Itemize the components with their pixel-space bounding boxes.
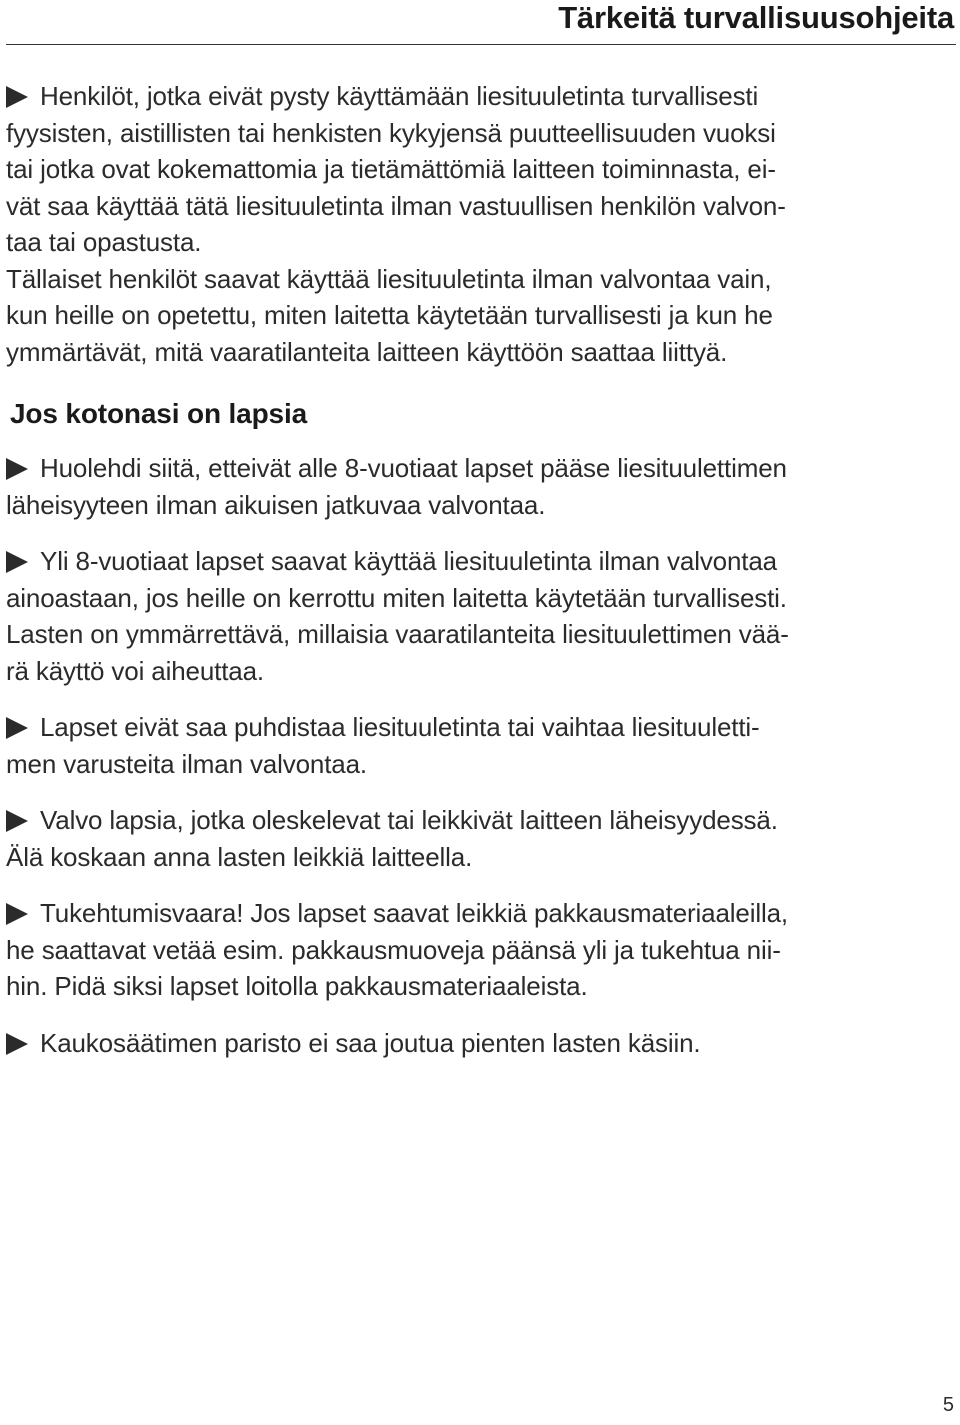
bullet-arrow-icon — [6, 551, 28, 573]
bullet-arrow-icon — [6, 810, 28, 832]
text-line: taa tai opastusta. — [6, 227, 202, 257]
document-body — [6, 78, 950, 1061]
text-line: hin. Pidä siksi lapset loitolla pakkausmateriaaleista. — [6, 971, 588, 1001]
bullet-item — [6, 802, 950, 875]
bullet-arrow-icon — [6, 717, 28, 739]
text-line: läheisyyteen ilman aikuisen jatkuvaa valvontaa. — [6, 489, 546, 520]
text-line: ymmärtävät, mitä vaaratilanteita laitteen käyttöön saattaa liittyä. — [6, 336, 728, 367]
text-line — [6, 543, 950, 580]
text-line: rä käyttö voi aiheuttaa. — [6, 655, 264, 686]
text-line — [6, 450, 950, 487]
bullet-arrow-icon — [6, 903, 28, 925]
text-line: tai jotka ovat kokemattomia ja tietämättömiä laitteen toiminnasta, ei- — [6, 154, 776, 184]
text-line — [6, 709, 950, 746]
text-line: kun heille on opetettu, miten laitetta käytetään turvallisesti ja kun he — [6, 300, 773, 330]
bullet-arrow-icon — [6, 1033, 28, 1055]
bullet-item — [6, 709, 950, 782]
text-line-content: Huolehdi siitä, etteivät alle 8-vuotiaat lapset pääse liesituulettimen — [40, 453, 787, 483]
text-line-content: Yli 8-vuotiaat lapset saavat käyttää liesituuletinta ilman valvontaa — [40, 546, 777, 576]
bullet-arrow-icon — [6, 458, 28, 480]
text-line — [6, 802, 950, 839]
text-line — [6, 895, 950, 932]
text-line — [6, 78, 950, 115]
header-divider — [6, 44, 956, 45]
text-line: he saattavat vetää esim. pakkausmuoveja päänsä yli ja tukehtua nii- — [6, 934, 781, 965]
page-number: 5 — [942, 1394, 954, 1416]
page-header — [0, 0, 960, 46]
text-line: Tällaiset henkilöt saavat käyttää liesituuletinta ilman valvontaa vain, — [6, 263, 772, 294]
bullet-item — [6, 895, 950, 1005]
intro-paragraph-2 — [6, 261, 950, 371]
bullet-item — [6, 1025, 950, 1062]
section-heading: Jos kotonasi on lapsia — [10, 398, 308, 429]
text-line: fyysisten, aistillisten tai henkisten kykyjensä puutteellisuuden vuoksi — [6, 117, 776, 148]
text-line: men varusteita ilman valvontaa. — [6, 748, 367, 779]
text-line — [6, 1025, 950, 1062]
intro-paragraph-1 — [6, 78, 950, 261]
text-line: Lasten on ymmärrettävä, millaisia vaaratilanteita liesituulettimen vää- — [6, 619, 789, 649]
bullet-item — [6, 543, 950, 689]
bullet-item — [6, 450, 950, 523]
text-line: Älä koskaan anna lasten leikkiä laitteella. — [6, 841, 473, 872]
bullet-arrow-icon — [6, 86, 28, 108]
text-line-content: Tukehtumisvaara! Jos lapset saavat leikkiä pakkausmateriaaleilla, — [40, 898, 788, 928]
text-line-content: Valvo lapsia, jotka oleskelevat tai leikkivät laitteen läheisyydessä. — [40, 805, 778, 835]
text-line-content: Lapset eivät saa puhdistaa liesituuletinta tai vaihtaa liesituuletti- — [40, 712, 760, 742]
page-title: Tärkeitä turvallisuusohjeita — [558, 0, 954, 35]
text-line-content: Henkilöt, jotka eivät pysty käyttämään liesituuletinta turvallisesti — [40, 81, 759, 111]
text-line: ainoastaan, jos heille on kerrottu miten laitetta käytetään turvallisesti. — [6, 582, 787, 613]
text-line-content: Kaukosäätimen paristo ei saa joutua pienten lasten käsiin. — [40, 1027, 701, 1058]
text-line: vät saa käyttää tätä liesituuletinta ilman vastuullisen henkilön valvon- — [6, 190, 786, 221]
